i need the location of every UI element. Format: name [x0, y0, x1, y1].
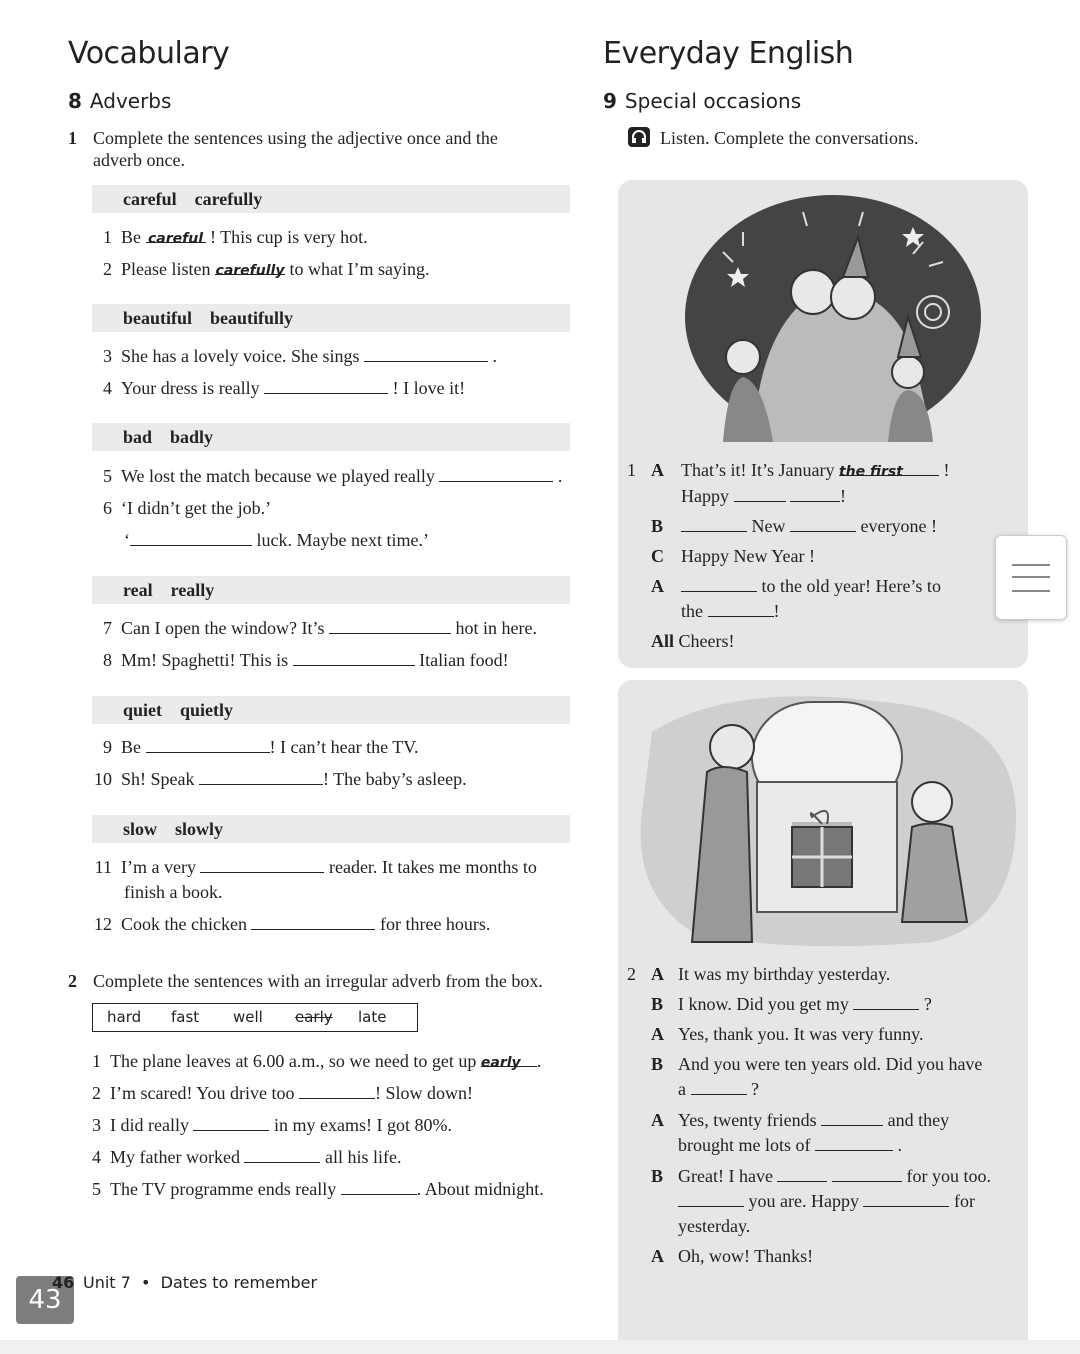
answer-blank[interactable]	[821, 1109, 883, 1126]
dialogue-line: Happy New Year !	[681, 546, 815, 566]
ex2-number: 2	[68, 971, 77, 991]
answer-blank[interactable]	[244, 1146, 320, 1163]
answer-blank[interactable]: carefully	[215, 258, 285, 275]
speaker-label: All	[651, 631, 675, 651]
section-title: Special occasions	[624, 89, 802, 113]
dialogue-line: New everyone !	[681, 515, 937, 537]
answer-blank[interactable]	[790, 515, 856, 532]
answer-blank[interactable]: the first	[839, 459, 939, 476]
sentence: 6 ‘I didn’t get the job.’	[103, 498, 272, 518]
ex1-number: 1	[68, 128, 77, 148]
unit-footer	[83, 1273, 317, 1292]
sentence-continuation: finish a book.	[124, 882, 223, 902]
answer-blank[interactable]: careful	[146, 226, 206, 243]
adverb: beautifully	[210, 308, 294, 328]
section-number: 8	[68, 89, 82, 113]
section-title: Adverbs	[89, 89, 172, 113]
ex2-instruction: Complete the sentences with an irregular adverb from the box.	[93, 971, 543, 991]
dialogue-line: All Cheers!	[651, 631, 735, 651]
answer-blank[interactable]	[200, 856, 324, 873]
adverb: quietly	[180, 700, 234, 720]
speaker-label: A	[651, 1246, 664, 1266]
page-badge[interactable]: 43	[16, 1276, 74, 1324]
answer-blank[interactable]	[832, 1165, 902, 1182]
speaker-label: B	[651, 1166, 664, 1186]
box-word: hard	[107, 1008, 142, 1026]
adverb: really	[170, 580, 215, 600]
answer-blank[interactable]	[329, 617, 451, 634]
speaker-label: A	[651, 1110, 664, 1130]
unit-title: Dates to remember	[160, 1273, 318, 1292]
speaker-label: A	[651, 576, 664, 596]
sentence: 3 She has a lovely voice. She sings .	[103, 346, 497, 366]
answer-blank[interactable]	[364, 345, 488, 362]
section-number: 9	[603, 89, 617, 113]
sentence: 12 Cook the chicken for three hours.	[94, 914, 491, 934]
sentence-continuation: ‘ luck. Maybe next time.’	[124, 530, 429, 550]
sentence: 4 Your dress is really ! I love it!	[103, 378, 466, 398]
answer-blank[interactable]	[264, 377, 388, 394]
answer-blank[interactable]	[146, 736, 270, 753]
adjective: careful	[123, 189, 177, 209]
sentence: 9 Be ! I can’t hear the TV.	[103, 737, 419, 757]
adverb: slowly	[175, 819, 224, 839]
menu-line	[1012, 564, 1050, 566]
section-9-heading	[603, 89, 801, 113]
dialogue-line: I know. Did you get my ?	[678, 994, 932, 1014]
answer-blank[interactable]	[691, 1078, 747, 1095]
sentence: 2 Please listen carefully to what I’m saying.	[103, 259, 430, 279]
answer-blank[interactable]	[439, 465, 553, 482]
box-word: late	[358, 1008, 387, 1026]
bullet: •	[141, 1273, 151, 1292]
dialogue-line: Oh, wow! Thanks!	[678, 1246, 814, 1266]
vocabulary-heading: Vocabulary	[68, 36, 230, 71]
answer-blank[interactable]	[199, 768, 323, 785]
dialogue-line: to the old year! Here’s to	[681, 575, 941, 597]
speaker-label: A	[651, 1024, 664, 1044]
word-pair-bar	[92, 696, 570, 724]
sentence: 5 The TV programme ends really . About midnight.	[92, 1179, 544, 1199]
answer-blank[interactable]	[130, 529, 252, 546]
answer-blank[interactable]	[681, 575, 757, 592]
sentence: 1 The plane leaves at 6.00 a.m., so we need to get up early .	[92, 1051, 542, 1071]
everyday-english-heading: Everyday English	[603, 36, 854, 71]
adjective: real	[123, 580, 153, 600]
box-word-used: early	[295, 1008, 333, 1026]
word-pair-bar	[92, 815, 570, 843]
adverb: badly	[170, 427, 214, 447]
answer-blank[interactable]	[708, 600, 774, 617]
section-8-heading	[68, 89, 171, 113]
dialogue-line: Great! I have for you too.	[678, 1166, 991, 1186]
answer-blank[interactable]	[734, 485, 786, 502]
dialogue-line: That’s it! It’s January the first !	[681, 460, 950, 480]
answer-blank[interactable]	[251, 913, 375, 930]
listening-instruction: Listen. Complete the conversations.	[660, 128, 919, 148]
box-word: fast	[171, 1008, 200, 1026]
sentence: 8 Mm! Spaghetti! This is Italian food!	[103, 650, 509, 670]
new-year-illustration	[683, 192, 983, 442]
sentence: 3 I did really in my exams! I got 80%.	[92, 1115, 452, 1135]
headphones-icon[interactable]	[628, 127, 650, 147]
word-pair-bar	[92, 304, 570, 332]
speaker-label: C	[651, 546, 664, 566]
answer-blank[interactable]	[681, 515, 747, 532]
speaker-label: B	[651, 516, 664, 536]
adjective: quiet	[123, 700, 163, 720]
answer-blank[interactable]	[777, 1165, 827, 1182]
dialogue-line: brought me lots of .	[678, 1135, 902, 1155]
dialogue-line: Yes, twenty friends and they	[678, 1110, 950, 1130]
adjective: bad	[123, 427, 153, 447]
unit-label: Unit 7	[83, 1273, 131, 1292]
sentence: 2 I’m scared! You drive too ! Slow down!	[92, 1083, 473, 1103]
answer-blank[interactable]	[341, 1178, 417, 1195]
speaker-label: B	[651, 994, 664, 1014]
ex1-instruction-line1: Complete the sentences using the adjective once and the	[93, 128, 498, 148]
answer-blank[interactable]: early	[481, 1050, 537, 1067]
speaker-label: A	[651, 964, 664, 984]
answer-blank[interactable]	[853, 993, 919, 1010]
speaker-label: B	[651, 1054, 664, 1074]
menu-line	[1012, 590, 1050, 592]
menu-button[interactable]	[995, 535, 1067, 620]
adverb: carefully	[194, 189, 263, 209]
word-pair-bar	[92, 185, 570, 213]
answer-blank[interactable]	[790, 485, 840, 502]
word-pair-bar	[92, 576, 570, 604]
sentence: 11 I’m a very reader. It takes me months to	[94, 857, 537, 877]
adverb-word-box	[92, 1003, 418, 1032]
dialogue-line: you are. Happy for	[678, 1190, 975, 1212]
dialogue-line: a ?	[678, 1079, 759, 1099]
birthday-illustration	[632, 692, 1018, 948]
word-pair-bar	[92, 423, 570, 451]
answer-blank[interactable]	[678, 1190, 744, 1207]
conversation-number: 1	[627, 460, 636, 480]
answer-blank[interactable]	[815, 1134, 893, 1151]
bottom-strip	[0, 1340, 1080, 1354]
menu-line	[1012, 576, 1050, 578]
conversation-number: 2	[627, 964, 636, 984]
speaker-label: A	[651, 460, 664, 480]
sentence: 10 Sh! Speak ! The baby’s asleep.	[94, 769, 467, 789]
adjective: slow	[123, 819, 158, 839]
dialogue-line: the !	[681, 601, 780, 621]
sentence: 5 We lost the match because we played really .	[103, 466, 563, 486]
ex1-instruction-line2: adverb once.	[93, 150, 185, 170]
sentence: 4 My father worked all his life.	[92, 1147, 402, 1167]
dialogue-line: yesterday.	[678, 1216, 751, 1236]
answer-blank[interactable]	[299, 1082, 375, 1099]
sentence: 7 Can I open the window? It’s hot in here.	[103, 618, 537, 638]
sentence: 1 Be careful ! This cup is very hot.	[103, 227, 368, 247]
box-word: well	[233, 1008, 263, 1026]
dialogue-line: Happy !	[681, 486, 846, 506]
dialogue-line: Yes, thank you. It was very funny.	[678, 1024, 924, 1044]
answer-blank[interactable]	[293, 649, 415, 666]
answer-blank[interactable]	[193, 1114, 269, 1131]
dialogue-line: And you were ten years old. Did you have	[678, 1054, 983, 1074]
page-number: 46	[52, 1273, 75, 1292]
answer-blank[interactable]	[863, 1190, 949, 1207]
adjective: beautiful	[123, 308, 193, 328]
dialogue-line: It was my birthday yesterday.	[678, 964, 891, 984]
